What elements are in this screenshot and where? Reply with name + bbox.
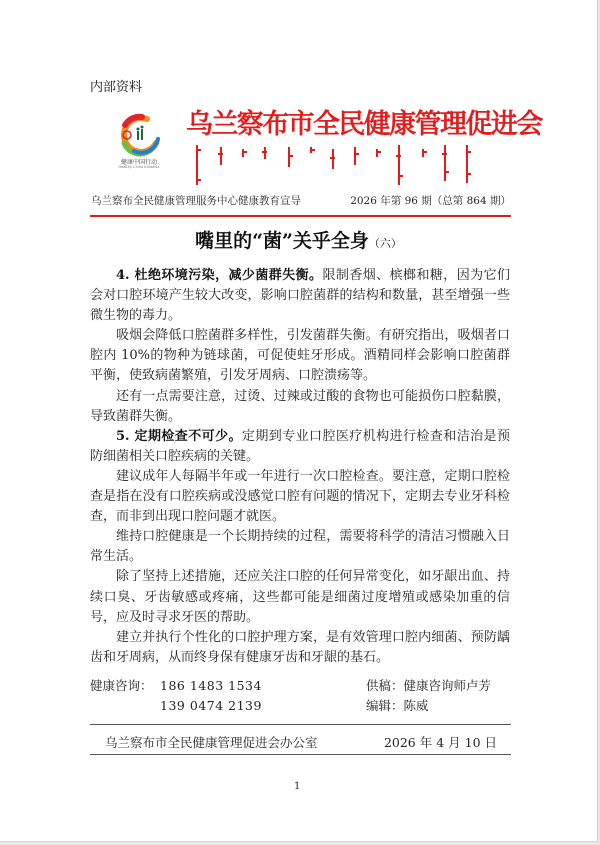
header-divider bbox=[90, 215, 511, 217]
masthead bbox=[91, 193, 511, 208]
paragraph-text: 吸烟会降低口腔菌群多样性，引发菌群失衡。有研究指出，吸烟者口腔内 10%的物种为链球菌，可促使蛀牙形成。酒精同样会影响口腔菌群平衡，使致病菌繁殖，引发牙周病、口腔溃疡等。 bbox=[90, 328, 510, 384]
paragraph bbox=[90, 467, 510, 527]
logo-caption: 健康中国行动 bbox=[120, 159, 157, 166]
paragraph bbox=[90, 387, 510, 427]
paragraph bbox=[90, 326, 510, 386]
footer-top-rule bbox=[90, 724, 511, 725]
phone-number: 139 0474 2139 bbox=[160, 698, 262, 713]
masthead-publisher: 乌兰察布全民健康管理服务中心健康教育宣导 bbox=[91, 195, 301, 207]
page-number: 1 bbox=[294, 781, 301, 792]
mongolian-script-title-icon bbox=[192, 145, 492, 187]
paragraph bbox=[90, 266, 510, 326]
paragraph bbox=[90, 427, 510, 467]
paragraph-text: 建议成年人每隔半年或一年进行一次口腔检查。要注意，定期口腔检查是指在没有口腔疾病或没感觉口腔有问题的情况下，定期去专业牙科检查，而非到出现口腔问题才就医。 bbox=[90, 468, 510, 525]
issue-number: 2026 年第 96 期（总第 864 期） bbox=[350, 195, 511, 207]
paragraph bbox=[90, 567, 510, 627]
paragraph bbox=[90, 527, 510, 567]
health-hotline bbox=[90, 676, 262, 713]
paragraph-text: 除了坚持上述措施，还应关注口腔的任何异常变化，如牙龈出血、持续口臭、牙齿敏感或疼痛，这些都可能是细菌过度增殖或感染加重的信号，应及时寻求牙医的帮助。 bbox=[90, 569, 510, 625]
hotline-label: 健康咨询： bbox=[90, 678, 153, 693]
contributor-label: 供稿： bbox=[366, 678, 404, 693]
paragraph-text: 限制香烟、槟榔和糖，因为它们会对口腔环境产生较大改变，影响口腔菌群的结构和数量，甚至增强一些微生物的毒力。 bbox=[90, 268, 510, 324]
issuing-office: 乌兰察布市全民健康管理促进会办公室 bbox=[105, 735, 318, 750]
paragraph-text: 维持口腔健康是一个长期持续的过程，需要将科学的清洁习惯融入日常生活。 bbox=[90, 529, 510, 565]
article-title bbox=[0, 226, 597, 253]
logo-caption-english: Healthy China Initiative bbox=[118, 165, 160, 169]
phone-number: 186 1483 1534 bbox=[160, 678, 262, 693]
classification-label: 内部资料 bbox=[90, 80, 143, 95]
editor-label: 编辑： bbox=[366, 698, 404, 713]
credits bbox=[366, 676, 491, 716]
paragraph bbox=[90, 628, 510, 668]
section-heading: 4. 杜绝环境污染，减少菌群失衡。 bbox=[116, 268, 323, 283]
footer-bottom-rule bbox=[90, 754, 511, 755]
article-part-number: （六） bbox=[368, 237, 402, 250]
organization-title: 乌兰察布市全民健康管理促进会 bbox=[186, 109, 542, 140]
paragraph-text: 建立并执行个性化的口腔护理方案，是有效管理口腔内细菌、预防龋齿和牙周病，从而终身保有健康牙齿和牙龈的基石。 bbox=[90, 629, 510, 665]
contributor-name: 健康咨询师卢芳 bbox=[403, 678, 492, 693]
paragraph-text: 定期到专业口腔医疗机构进行检查和洁治是预防细菌相关口腔疾病的关键。 bbox=[90, 428, 510, 464]
issue-date: 2026 年 4 月 10 日 bbox=[383, 735, 497, 750]
healthy-china-logo-icon bbox=[112, 113, 166, 175]
footer bbox=[105, 733, 497, 751]
section-heading: 5. 定期检查不可少。 bbox=[116, 428, 242, 444]
article-body bbox=[90, 266, 510, 668]
editor-name: 陈威 bbox=[403, 698, 429, 713]
paragraph-text: 还有一点需要注意，过烫、过辣或过酸的食物也可能损伤口腔黏膜，导致菌群失衡。 bbox=[90, 388, 510, 424]
article-title-text: 嘴里的“菌”关乎全身 bbox=[195, 230, 369, 252]
